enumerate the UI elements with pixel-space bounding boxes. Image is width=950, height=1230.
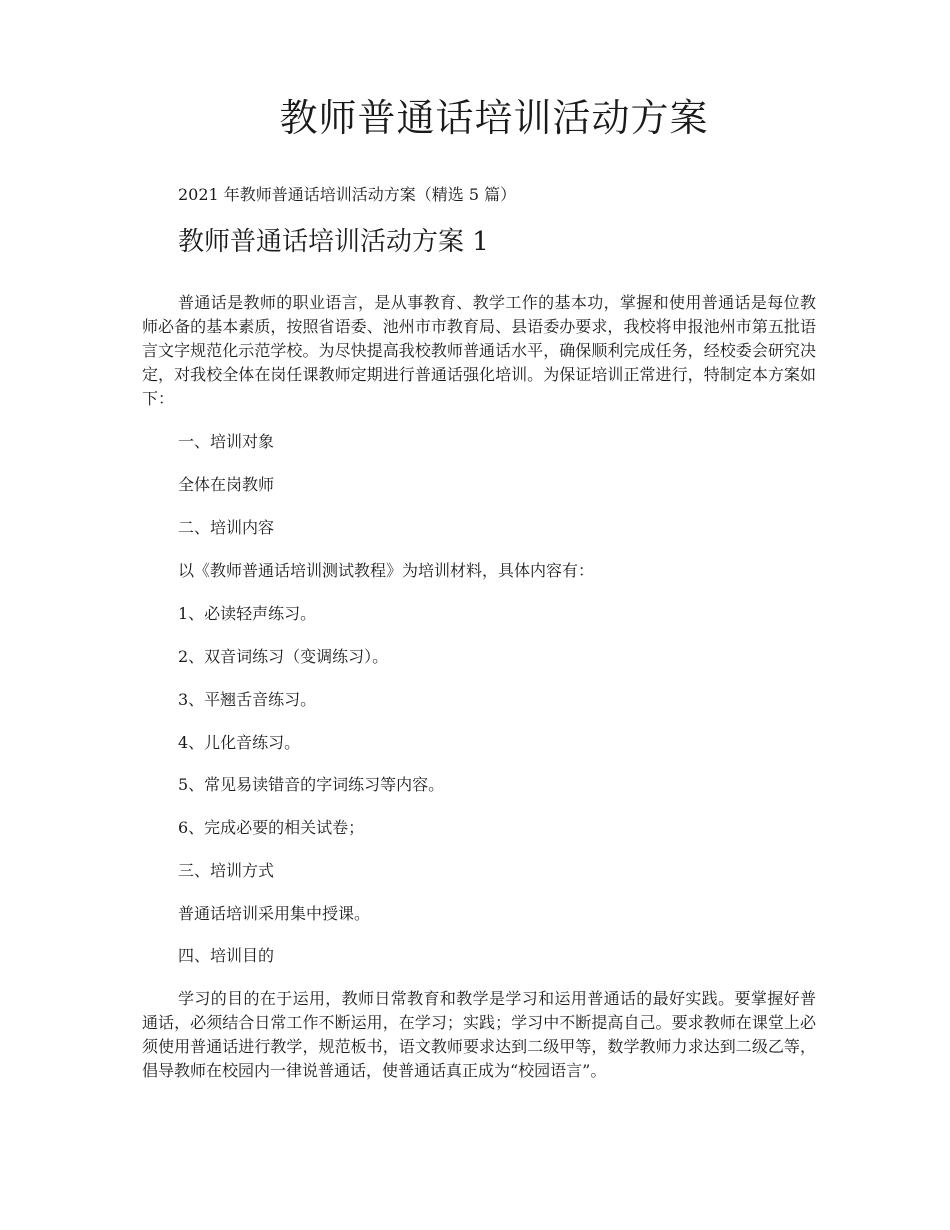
intro-paragraph: 普通话是教师的职业语言，是从事教育、教学工作的基本功，掌握和使用普通话是每位教师必备的基本素质，按照省语委、池州市市教育局、县语委办要求，我校将申报池州市第五批语言文字规范化示范学校。为尽快提高我校教师普通话水平，确保顺利完成任务，经校委会研究决定，对我校全体在岗任课教师定期进行普通话强化培训。为保证培训正常进行，特制定本方案如下：	[142, 293, 816, 408]
training-target-text: 全体在岗教师	[178, 475, 275, 494]
heading-training-target: 一、培训对象	[178, 432, 275, 451]
purpose-paragraph: 学习的目的在于运用，教师日常教育和教学是学习和运用普通话的最好实践。要掌握好普通话，必须结合日常工作不断运用，在学习；实践；学习中不断提高自己。要求教师在课堂上必须使用普通话进行教学，规范板书，语文教师要求达到二级甲等，数学教师力求达到二级乙等，倡导教师在校园内一律说普通话，使普通话真正成为“校园语言”。	[142, 989, 816, 1080]
content-item-2: 2、双音词练习（变调练习）。	[178, 647, 389, 666]
heading-training-method: 三、培训方式	[178, 861, 275, 880]
heading-training-content: 二、培训内容	[178, 518, 275, 537]
heading-training-purpose: 四、培训目的	[178, 946, 275, 965]
section-heading: 教师普通话培训活动方案 1	[178, 227, 489, 257]
content-item-4: 4、儿化音练习。	[178, 733, 301, 752]
document-title: 教师普通话培训活动方案	[279, 96, 709, 140]
content-item-6: 6、完成必要的相关试卷；	[178, 818, 365, 837]
content-item-3: 3、平翘舌音练习。	[178, 690, 317, 709]
training-content-intro: 以《教师普通话培训测试教程》为培训材料，具体内容有：	[178, 561, 595, 580]
content-item-1: 1、必读轻声练习。	[178, 604, 317, 623]
content-item-5: 5、常见易读错音的字词练习等内容。	[178, 775, 445, 794]
document-subtitle: 2021 年教师普通话培训活动方案（精选 5 篇）	[178, 185, 517, 204]
training-method-text: 普通话培训采用集中授课。	[178, 904, 371, 923]
